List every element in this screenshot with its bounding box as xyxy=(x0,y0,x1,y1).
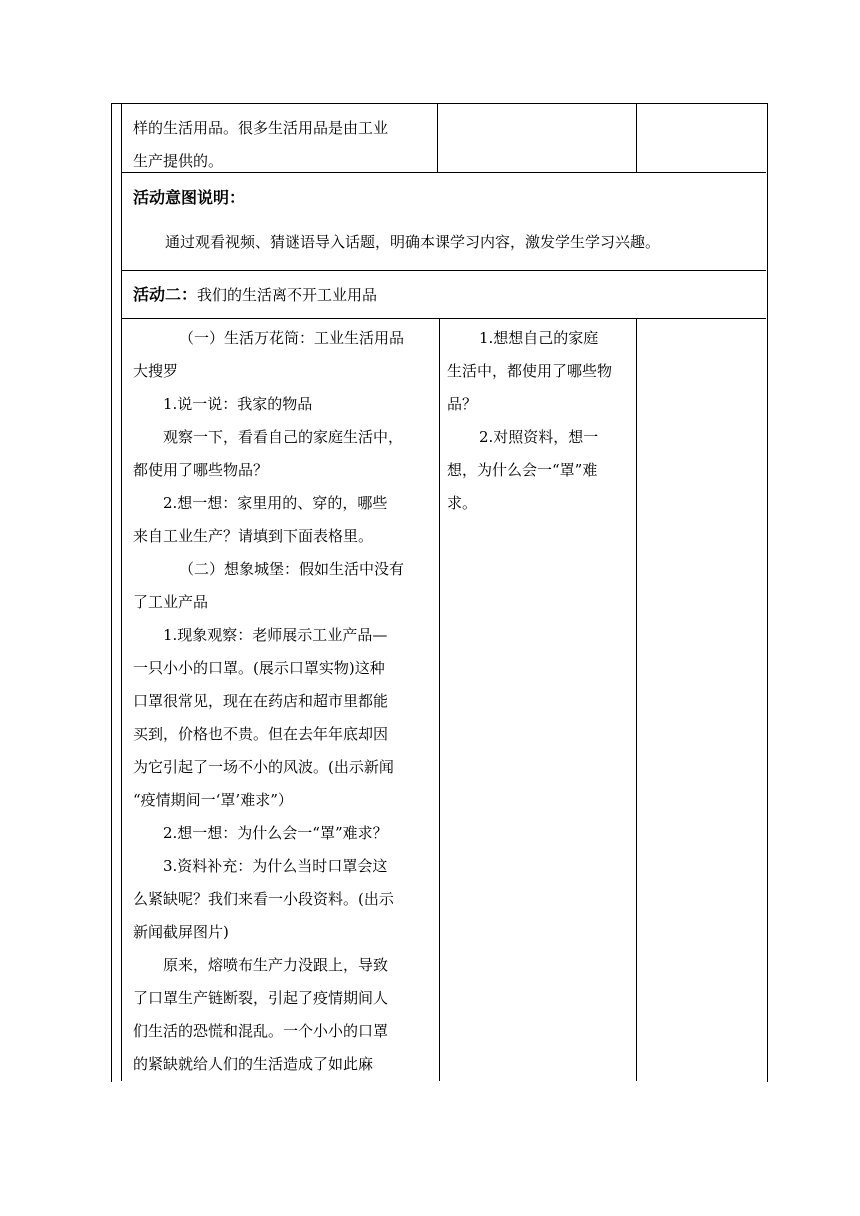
text-line: 求。 xyxy=(447,494,478,512)
intent-text: 通过观看视频、猜谜语导入话题，明确本课学习内容，激发学生学习兴趣。 xyxy=(165,233,661,251)
text-line: 为它引起了一场不小的风波。(出示新闻 xyxy=(133,758,394,776)
text-line: 口罩很常见，现在在药店和超市里都能 xyxy=(133,692,389,710)
text-line: 样的生活用品。很多生活用品是由工业 xyxy=(133,119,389,137)
student-activity-cell xyxy=(447,322,632,520)
intent-cell xyxy=(133,181,758,259)
text-line: 生产提供的。 xyxy=(133,152,224,170)
text-line: 大搜罗 xyxy=(133,362,179,380)
col-divider-2-main xyxy=(636,318,637,1081)
row-divider-3 xyxy=(121,318,766,319)
text-line: 观察一下，看看自己的家庭生活中， xyxy=(163,428,404,446)
text-line: 么紧缺呢？我们来看一小段资料。(出示 xyxy=(133,890,394,908)
text-line: 们生活的恐慌和混乱。一个小小的口罩 xyxy=(133,1022,389,1040)
text-line: “疫情期间一‘罩’难求”） xyxy=(133,791,293,809)
text-line: 的紧缺就给人们的生活造成了如此麻 xyxy=(133,1055,374,1073)
text-line: 新闻截屏图片) xyxy=(133,923,229,941)
intent-heading: 活动意图说明： xyxy=(133,188,246,207)
text-line: 都使用了哪些物品？ xyxy=(133,461,269,479)
text-line: 2.对照资料，想一 xyxy=(479,428,599,446)
activity2-header xyxy=(133,278,758,312)
activity2-title: 我们的生活离不开工业用品 xyxy=(197,286,378,304)
row-divider-2 xyxy=(121,270,766,271)
text-line: 2.想一想：为什么会一“罩”难求？ xyxy=(163,824,388,842)
text-line: 了口罩生产链断裂，引起了疫情期间人 xyxy=(133,989,389,1007)
teacher-activity-cell xyxy=(133,322,433,1081)
activity2-label: 活动二： xyxy=(133,285,198,304)
text-line: 1.想想自己的家庭 xyxy=(479,329,599,347)
col-divider-1-main xyxy=(439,318,440,1081)
text-line: 一只小小的口罩。(展示口罩实物)这种 xyxy=(133,659,385,677)
text-line: 2.想一想：家里用的、穿的，哪些 xyxy=(163,494,388,512)
text-line: 了工业产品 xyxy=(133,593,209,611)
text-line: （一）生活万花筒：工业生活用品 xyxy=(179,329,405,347)
col-divider-1-row1 xyxy=(437,103,438,172)
text-line: 想，为什么会一“罩”难 xyxy=(447,461,598,479)
text-line: 原来，熔喷布生产力没跟上，导致 xyxy=(163,956,389,974)
text-line: 买到，价格也不贵。但在去年年底却因 xyxy=(133,725,389,743)
table-inner-left-border xyxy=(121,103,122,1081)
text-line: 3.资料补充：为什么当时口罩会这 xyxy=(163,857,388,875)
text-line: 1.说一说：我家的物品 xyxy=(163,395,313,413)
text-line: （二）想象城堡：假如生活中没有 xyxy=(179,560,405,578)
text-line: 1.现象观察：老师展示工业产品— xyxy=(163,626,388,644)
row1-teacher-cell xyxy=(133,112,433,178)
text-line: 生活中，都使用了哪些物 xyxy=(447,362,613,380)
text-line: 品？ xyxy=(447,395,478,413)
text-line: 来自工业生产？请填到下面表格里。 xyxy=(133,527,374,545)
col-divider-2-row1 xyxy=(636,103,637,172)
